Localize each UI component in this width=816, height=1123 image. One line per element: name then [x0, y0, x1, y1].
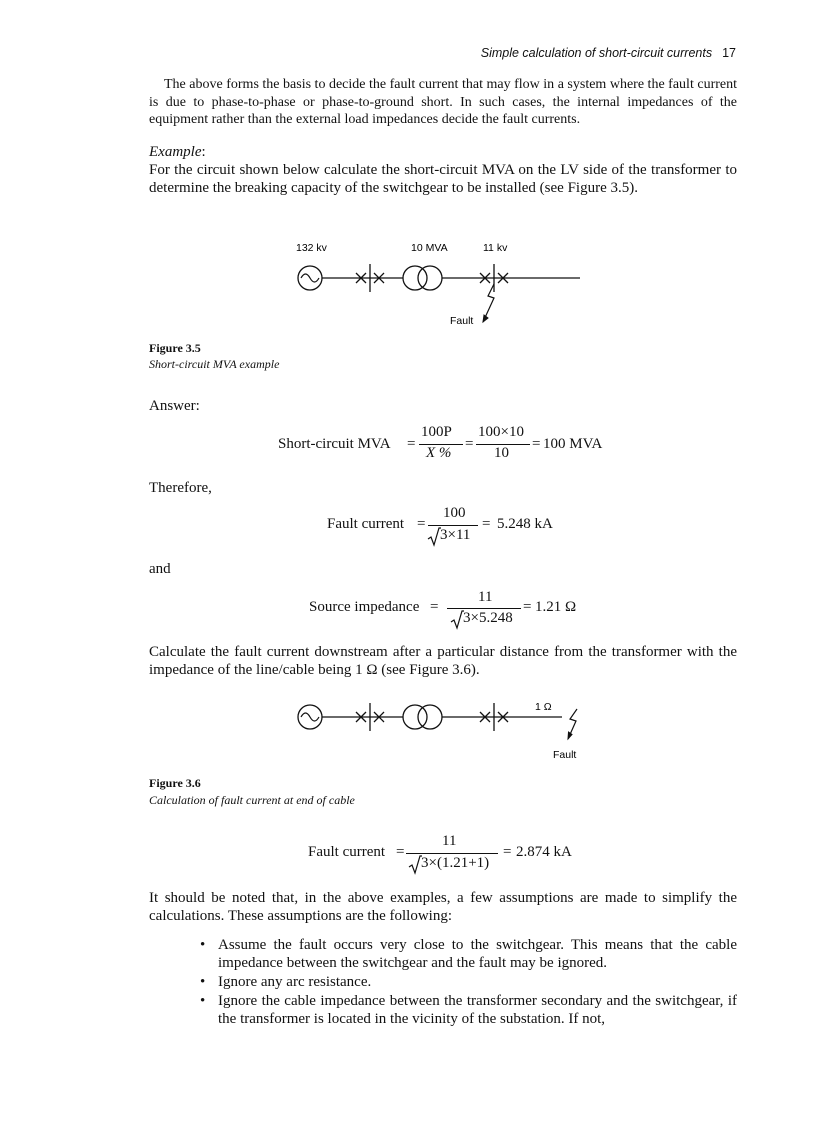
bullet-icon: • [200, 993, 206, 1009]
eq-mva-den2: 10 [494, 445, 509, 461]
eq-fault2-den: 3×(1.21+1) [421, 855, 490, 871]
fault-arrow-head [483, 315, 488, 322]
header-title: Simple calculation of short-circuit currents [480, 46, 713, 60]
sqrt-icon [427, 527, 441, 547]
equation-source-impedance [0, 589, 816, 633]
breaker-lv-icon [480, 264, 508, 292]
eq-fault1-num: 100 [443, 505, 466, 521]
and-text: and [149, 561, 171, 577]
paragraph-assumptions: It should be noted that, in the above examples, a few assumptions are made to simplify the calculations. These assumptions are the following: [149, 890, 737, 924]
transformer-primary-icon [403, 705, 427, 729]
paragraph-downstream: Calculate the fault current downstream after a particular distance from the transformer with the impedance of the line/cable being 1 Ω (see Figure 3.6). [149, 644, 737, 678]
eq-fault1-equals-1: = [417, 516, 426, 532]
list-item [200, 936, 737, 972]
eq-fault2-equals-2: = [503, 844, 512, 860]
list-item-text: Ignore any arc resistance. [218, 974, 372, 990]
label-1-ohm: 1 Ω [535, 701, 552, 713]
figure-3-5-diagram [280, 236, 590, 330]
ac-wave-icon [301, 713, 319, 721]
paragraph-intro: The above forms the basis to decide the fault current that may flow in a system where the fault current is due to phase-to-phase or phase-to-ground short. In such cases, the internal impedances of the equipment rather than the external load impedances decide the fault currents. [149, 77, 737, 127]
eq-fault2-equals-1: = [396, 844, 405, 860]
example-label: Example [149, 144, 202, 160]
example-heading [149, 143, 737, 161]
eq-fault1-result: 5.248 kA [497, 516, 553, 532]
eq-source-equals-1: = [430, 599, 439, 615]
answer-label: Answer: [149, 398, 200, 414]
eq-fault2-lhs: Fault current [308, 844, 386, 860]
eq-mva-lhs: Short-circuit MVA [278, 436, 391, 452]
eq-source-den: 3×5.248 [463, 610, 513, 626]
breaker-hv-icon [356, 703, 384, 731]
label-132kv: 132 kv [296, 242, 327, 254]
label-fault: Fault [450, 315, 474, 327]
equation-fault-current-2 [0, 833, 816, 877]
sqrt-icon [450, 610, 464, 630]
eq-fault2-result: 2.874 kA [516, 844, 572, 860]
eq-fault1-equals-2: = [482, 516, 491, 532]
transformer-primary-icon [403, 266, 427, 290]
ac-wave-icon [301, 274, 319, 282]
equation-fault-current-1 [0, 505, 816, 549]
therefore-text: Therefore, [149, 480, 212, 496]
page-number: 17 [722, 46, 736, 60]
label-11kv: 11 kv [483, 242, 508, 254]
example-colon: : [201, 144, 206, 160]
list-item-text: Ignore the cable impedance between the transformer secondary and the switchgear, if the transformer is located in the vicinity of the substation. If not, [218, 993, 737, 1027]
equation-short-circuit-mva [0, 424, 816, 468]
fault-arrow-head [568, 732, 572, 739]
list-item [200, 973, 737, 991]
list-item-text: Assume the fault occurs very close to the switchgear. This means that the cable impedance between the switchgear and the fault may be ignored. [218, 937, 737, 971]
eq-mva-equals-3: = [532, 436, 541, 452]
eq-mva-result: 100 MVA [543, 436, 603, 452]
running-header [481, 46, 736, 60]
paragraph-example: For the circuit shown below calculate the short-circuit MVA on the LV side of the transformer to determine the breaking capacity of the switchgear to be installed (see Figure 3.5). [149, 162, 737, 196]
figure-3-6-diagram [280, 697, 590, 765]
list-item [200, 992, 737, 1028]
eq-source-lhs: Source impedance [309, 599, 420, 615]
bullet-icon: • [200, 974, 206, 990]
eq-fault1-den: 3×11 [440, 527, 471, 543]
label-fault: Fault [553, 749, 577, 761]
figure-3-6-caption: Calculation of fault current at end of cable [149, 793, 355, 807]
eq-mva-equals-1: = [407, 436, 416, 452]
figure-3-5-number: Figure 3.5 [149, 341, 201, 355]
eq-source-equals-2: = [523, 599, 532, 615]
figure-3-6-number: Figure 3.6 [149, 776, 201, 790]
eq-mva-num1 [421, 424, 452, 441]
eq-mva-equals-2: = [465, 436, 474, 452]
eq-fault2-num: 11 [442, 833, 457, 849]
eq-fault1-lhs: Fault current [327, 516, 405, 532]
figure-3-5-caption: Short-circuit MVA example [149, 357, 280, 371]
eq-source-fraction-bar [447, 608, 521, 609]
breaker-lv-icon [480, 703, 508, 731]
eq-source-result: 1.21 Ω [535, 599, 577, 615]
transformer-secondary-icon [418, 266, 442, 290]
eq-mva-num1-text: 100P [421, 424, 452, 440]
label-10mva: 10 MVA [411, 242, 448, 254]
sqrt-icon [408, 855, 422, 875]
assumption-list [200, 936, 737, 1029]
breaker-hv-icon [356, 264, 384, 292]
eq-fault2-fraction-bar [406, 853, 498, 854]
eq-source-num: 11 [478, 589, 493, 605]
eq-mva-num2: 100×10 [478, 424, 524, 440]
eq-mva-den1: X % [426, 445, 452, 461]
eq-fault1-fraction-bar [428, 525, 478, 526]
transformer-secondary-icon [418, 705, 442, 729]
bullet-icon: • [200, 937, 206, 953]
